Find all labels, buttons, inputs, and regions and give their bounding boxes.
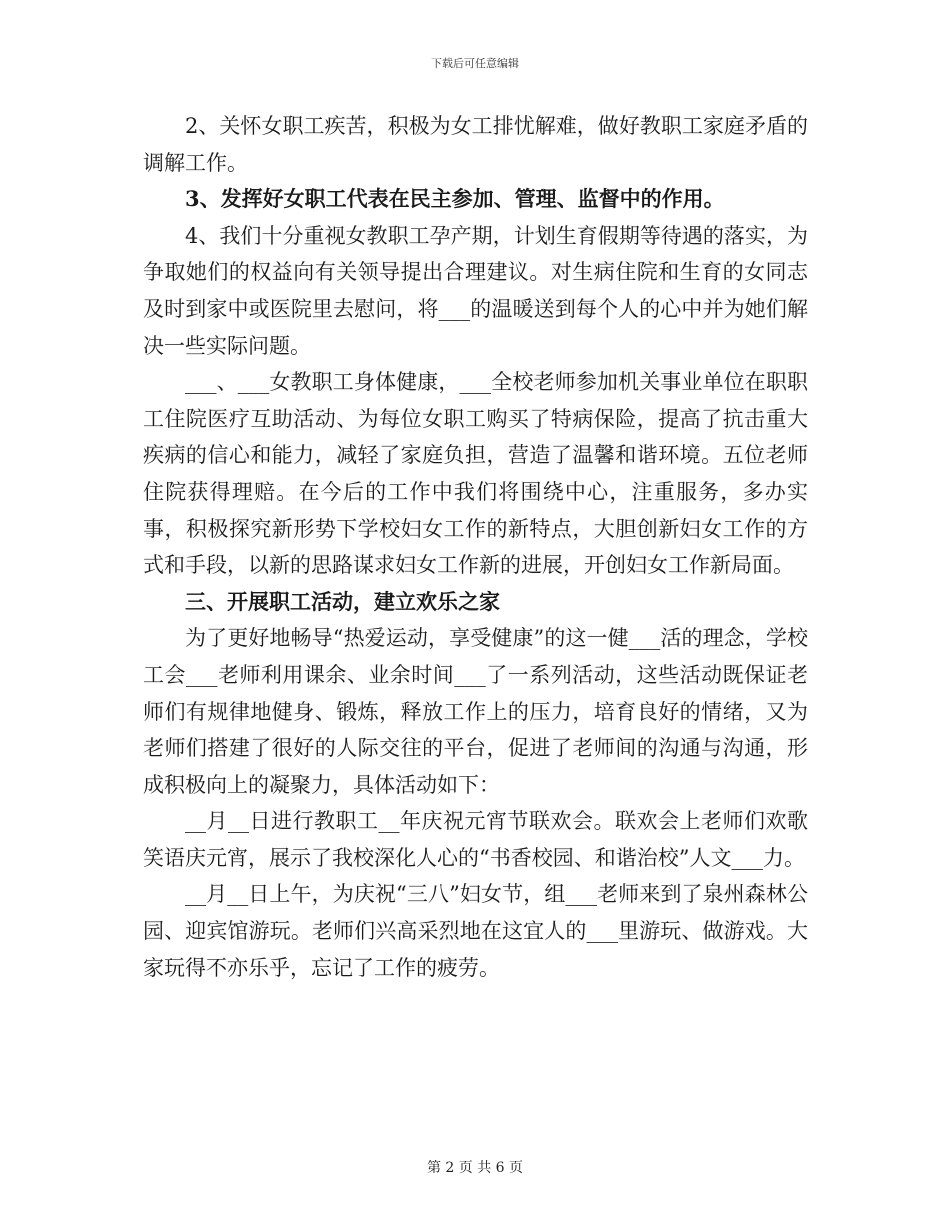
paragraph-womens-day: __月__日上午，为庆祝“三八”妇女节，组___老师来到了泉州森林公园、迎宾馆游玩。老师们兴高采烈地在这宜人的___里游玩、做游戏。大家玩得不亦乐乎，忘记了工作的疲劳。 bbox=[143, 882, 808, 980]
document-body bbox=[143, 108, 808, 986]
header-note: 下载后可任意编辑 bbox=[431, 57, 519, 70]
paragraph-item-2: 2、关怀女职工疾苦，积极为女工排忧解难，做好教职工家庭矛盾的调解工作。 bbox=[143, 114, 808, 175]
paragraph-item-3-heading: 3、发挥好女职工代表在民主参加、管理、监督中的作用。 bbox=[185, 186, 725, 212]
paragraph-item-4: 4、我们十分重视女教职工孕产期，计划生育假期等待遇的落实，为争取她们的权益向有关领导提出合理建议。对生病住院和生育的女同志及时到家中或医院里去慰问，将___的温暖送到每个人的心中并为她们解决一些实际问题。 bbox=[143, 223, 808, 358]
section-heading-activities: 三、开展职工活动，建立欢乐之家 bbox=[185, 588, 500, 614]
paragraph-lantern-festival: __月__日进行教职工__年庆祝元宵节联欢会。联欢会上老师们欢歌笑语庆元宵，展示了我校深化人心的“书香校园、和谐治校”人文___力。 bbox=[143, 809, 808, 870]
paragraph-health-insurance: ___、___女教职工身体健康，___全校老师参加机关事业单位在职职工住院医疗互助活动、为每位女职工购买了特病保险，提高了抗击重大疾病的信心和能力，减轻了家庭负担，营造了温馨和谐环境。五位老师住院获得理赔。在今后的工作中我们将围绕中心，注重服务，多办实事，积极探究新形势下学校妇女工作的新特点，大胆创新妇女工作的方式和手段，以新的思路谋求妇女工作新的进展，开创妇女工作新局面。 bbox=[143, 370, 808, 578]
paragraph-activities-intro: 为了更好地畅导“热爱运动，享受健康”的这一健___活的理念，学校工会___老师利用课余、业余时间___了一系列活动，这些活动既保证老师们有规律地健身、锻炼，释放工作上的压力，培育良好的情绪，又为老师们搭建了很好的人际交往的平台，促进了老师间的沟通与沟通，形成积极向上的凝聚力，具体活动如下： bbox=[143, 626, 808, 797]
page-number: 第 2 页 共 6 页 bbox=[426, 1160, 524, 1176]
